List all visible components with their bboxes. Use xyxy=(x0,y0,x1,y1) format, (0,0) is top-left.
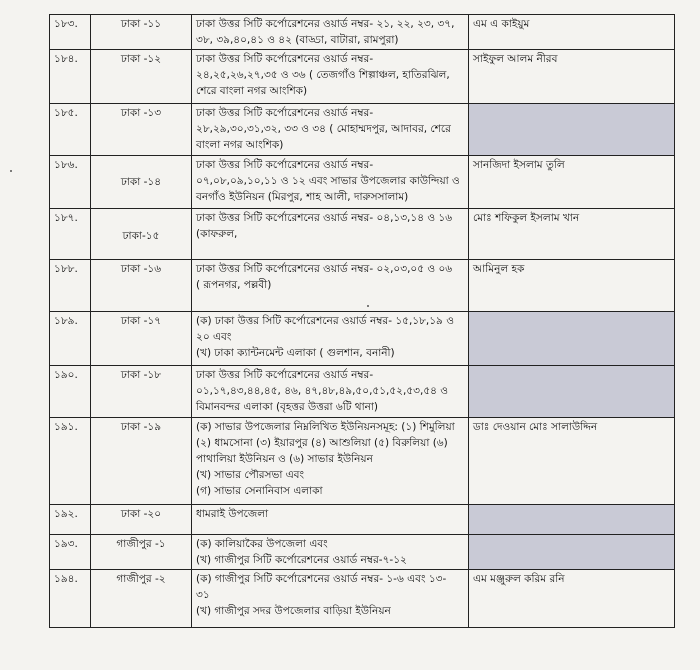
area-line: (খ) ঢাকা ক্যান্টনমেন্ট এলাকা ( গুলশান, বনানী) xyxy=(196,347,395,359)
area-line: ০১,১৭,৪৩,৪৪,৪৫, ৪৬, ৪৭,৪৮,৪৯,৫০,৫১,৫২,৫৩,৫৪ ও xyxy=(196,385,449,397)
constituency-name: গাজীপুর -২ xyxy=(116,573,166,585)
area-line: (ক) গাজীপুর সিটি কর্পোরেশনের ওয়ার্ড নম্বর- ১-৬ এবং ১৩- xyxy=(196,573,447,585)
candidate-name-cell: আমিনুল হক xyxy=(469,260,675,312)
table-row xyxy=(50,570,675,628)
serial-number-cell: ১৮৮. xyxy=(50,260,91,312)
table-row xyxy=(50,418,675,505)
area-description-cell xyxy=(192,535,469,570)
area-description-cell xyxy=(192,312,469,366)
area-line: বাংলা নগর আংশিক) xyxy=(196,139,284,151)
area-description-cell xyxy=(192,570,469,628)
table-row xyxy=(50,312,675,366)
area-description-cell xyxy=(192,156,469,209)
constituency-name: ঢাকা -১৯ xyxy=(120,421,162,433)
constituency-name: ঢাকা -১৮ xyxy=(120,369,162,381)
constituency-name: ঢাকা -২০ xyxy=(120,508,162,520)
area-description-cell xyxy=(192,260,469,312)
area-description-cell xyxy=(192,15,469,50)
serial-number-cell: ১৮৯. xyxy=(50,312,91,366)
table-row xyxy=(50,156,675,209)
serial-number-cell: ১৯০. xyxy=(50,366,91,418)
area-line: (গ) সাভার সেনানিবাস এলাকা xyxy=(196,485,323,497)
candidate-cell-blank xyxy=(469,535,675,570)
serial-number-cell: ১৯৩. xyxy=(50,535,91,570)
constituency-name-cell xyxy=(91,156,192,209)
area-line: ঢাকা উত্তর সিটি কর্পোরেশনের ওয়ার্ড নম্বর- xyxy=(196,159,374,171)
candidate-cell-blank xyxy=(469,104,675,156)
area-line: ধামরাই উপজেলা xyxy=(196,508,269,520)
area-line: পাথালিয়া ইউনিয়ন ও (৬) সাভার ইউনিয়ন xyxy=(196,453,373,465)
area-line: ২৪,২৫,২৬,২৭,৩৫ ও ৩৬ ( তেজগাঁও শিল্পাঞ্চল, হাতিরঝিল, xyxy=(196,69,450,81)
area-line: ঢাকা উত্তর সিটি কর্পোরেশনের ওয়ার্ড নম্বর- xyxy=(196,369,374,381)
area-line: (ক) সাভার উপজেলার নিম্নলিখিত ইউনিয়নসমূহ: (১) শিমুলিয়া xyxy=(196,421,455,433)
candidate-name-cell: মোঃ শফিকুল ইসলাম খান xyxy=(469,209,675,260)
constituency-table xyxy=(49,14,675,628)
constituency-name-cell xyxy=(91,312,192,366)
area-line: ঢাকা উত্তর সিটি কর্পোরেশনের ওয়ার্ড নম্বর- xyxy=(196,53,374,65)
constituency-name-cell xyxy=(91,260,192,312)
area-line: ঢাকা উত্তর সিটি কর্পোরেশনের ওয়ার্ড নম্বর- ০২,০৩,০৫ ও ০৬ xyxy=(196,263,453,275)
serial-number-cell: ১৮৫. xyxy=(50,104,91,156)
scan-speck xyxy=(10,170,12,172)
candidate-cell-blank xyxy=(469,312,675,366)
serial-number-cell: ১৮৩. xyxy=(50,15,91,50)
area-line: ২৮,২৯,৩০,৩১,৩২, ৩৩ ও ৩৪ ( মোহাম্মদপুর, আদাবর, শেরে xyxy=(196,123,451,135)
constituency-name: ঢাকা -১৭ xyxy=(120,315,162,327)
candidate-name-cell: এম মঞ্জুরুল করিম রনি xyxy=(469,570,675,628)
area-description-cell xyxy=(192,209,469,260)
table-row xyxy=(50,50,675,104)
constituency-name: গাজীপুর -১ xyxy=(116,538,166,550)
serial-number-cell: ১৯২. xyxy=(50,505,91,535)
constituency-name-cell xyxy=(91,15,192,50)
area-line: ( রূপনগর, পল্লবী) xyxy=(196,279,272,291)
area-line: ৩৮, ৩৯,৪০,৪১ ও ৪২ (বাড্ডা, বাটারা, রামপুরা) xyxy=(196,34,399,46)
candidate-name-cell: সানজিদা ইসলাম তুলি xyxy=(469,156,675,209)
constituency-name: ঢাকা -১১ xyxy=(120,18,162,30)
table-row xyxy=(50,260,675,312)
table-row xyxy=(50,104,675,156)
area-line: (খ) গাজীপুর সিটি কর্পোরেশনের ওয়ার্ড নম্বর-৭-১২ xyxy=(196,554,407,566)
area-line: বিমানবন্দর এলাকা (বৃহত্তর উত্তরা ৬টি থানা) xyxy=(196,401,379,413)
serial-number-cell: ১৮৬. xyxy=(50,156,91,209)
area-line: শেরে বাংলা নগর আংশিক) xyxy=(196,85,308,97)
constituency-name-cell xyxy=(91,209,192,260)
serial-number-cell: ১৯১. xyxy=(50,418,91,505)
table-row xyxy=(50,366,675,418)
area-line: ঢাকা উত্তর সিটি কর্পোরেশনের ওয়ার্ড নম্বর- xyxy=(196,107,374,119)
constituency-name-cell xyxy=(91,50,192,104)
candidate-cell-blank xyxy=(469,366,675,418)
area-line: ০৭,০৮,০৯,১০,১১ ও ১২ এবং সাভার উপজেলার কাউন্দিয়া ও xyxy=(196,175,460,187)
area-description-cell xyxy=(192,505,469,535)
candidate-name-cell: এম এ কাইয়ুম xyxy=(469,15,675,50)
area-description-cell xyxy=(192,104,469,156)
area-line: (খ) গাজীপুর সদর উপজেলার বাড়িয়া ইউনিয়ন xyxy=(196,605,391,617)
area-description-cell xyxy=(192,50,469,104)
serial-number-cell: ১৮৪. xyxy=(50,50,91,104)
candidate-name-cell: সাইফুল আলম নীরব xyxy=(469,50,675,104)
constituency-name-cell xyxy=(91,366,192,418)
constituency-name-cell xyxy=(91,505,192,535)
table-row xyxy=(50,535,675,570)
candidate-cell-blank xyxy=(469,505,675,535)
constituency-name-cell xyxy=(91,570,192,628)
constituency-name-cell xyxy=(91,535,192,570)
candidate-name-cell: ডাঃ দেওয়ান মোঃ সালাউদ্দিন xyxy=(469,418,675,505)
area-line: (ক) ঢাকা উত্তর সিটি কর্পোরেশনের ওয়ার্ড নম্বর- ১৫,১৮,১৯ ও xyxy=(196,315,454,327)
area-line: ঢাকা উত্তর সিটি কর্পোরেশনের ওয়ার্ড নম্বর- ২১, ২২, ২৩, ৩৭, xyxy=(196,18,455,30)
area-line: (ক) কালিয়াকৈর উপজেলা এবং xyxy=(196,538,328,550)
area-description-cell xyxy=(192,366,469,418)
table-row xyxy=(50,209,675,260)
constituency-name: ঢাকা -১৬ xyxy=(120,263,162,275)
constituency-name: ঢাকা -১৩ xyxy=(120,107,162,119)
area-line: (কাফরুল, xyxy=(196,228,238,240)
table-row xyxy=(50,505,675,535)
constituency-name: ঢাকা -১২ xyxy=(120,53,162,65)
area-line: ৩১ xyxy=(196,589,210,601)
serial-number-cell: ১৮৭. xyxy=(50,209,91,260)
area-line: (খ) সাভার পৌরসভা এবং xyxy=(196,469,305,481)
area-line: বনগাঁও ইউনিয়ন (মিরপুর, শাহ আলী, দারুসসালাম) xyxy=(196,191,409,203)
area-line: ঢাকা উত্তর সিটি কর্পোরেশনের ওয়ার্ড নম্বর- ০৪,১৩,১৪ ও ১৬ xyxy=(196,212,453,224)
area-line: ২০ এবং xyxy=(196,331,232,343)
area-line: (২) ধামসোনা (৩) ইয়ারপুর (৪) আশুলিয়া (৫) বিরুলিয়া (৬) xyxy=(196,437,448,449)
serial-number-cell: ১৯৪. xyxy=(50,570,91,628)
constituency-name: ঢাকা-১৫ xyxy=(122,230,160,242)
constituency-name-cell xyxy=(91,418,192,505)
table-row xyxy=(50,15,675,50)
constituency-name-cell xyxy=(91,104,192,156)
constituency-name: ঢাকা -১৪ xyxy=(120,176,162,188)
area-description-cell xyxy=(192,418,469,505)
scan-speck xyxy=(367,305,369,307)
